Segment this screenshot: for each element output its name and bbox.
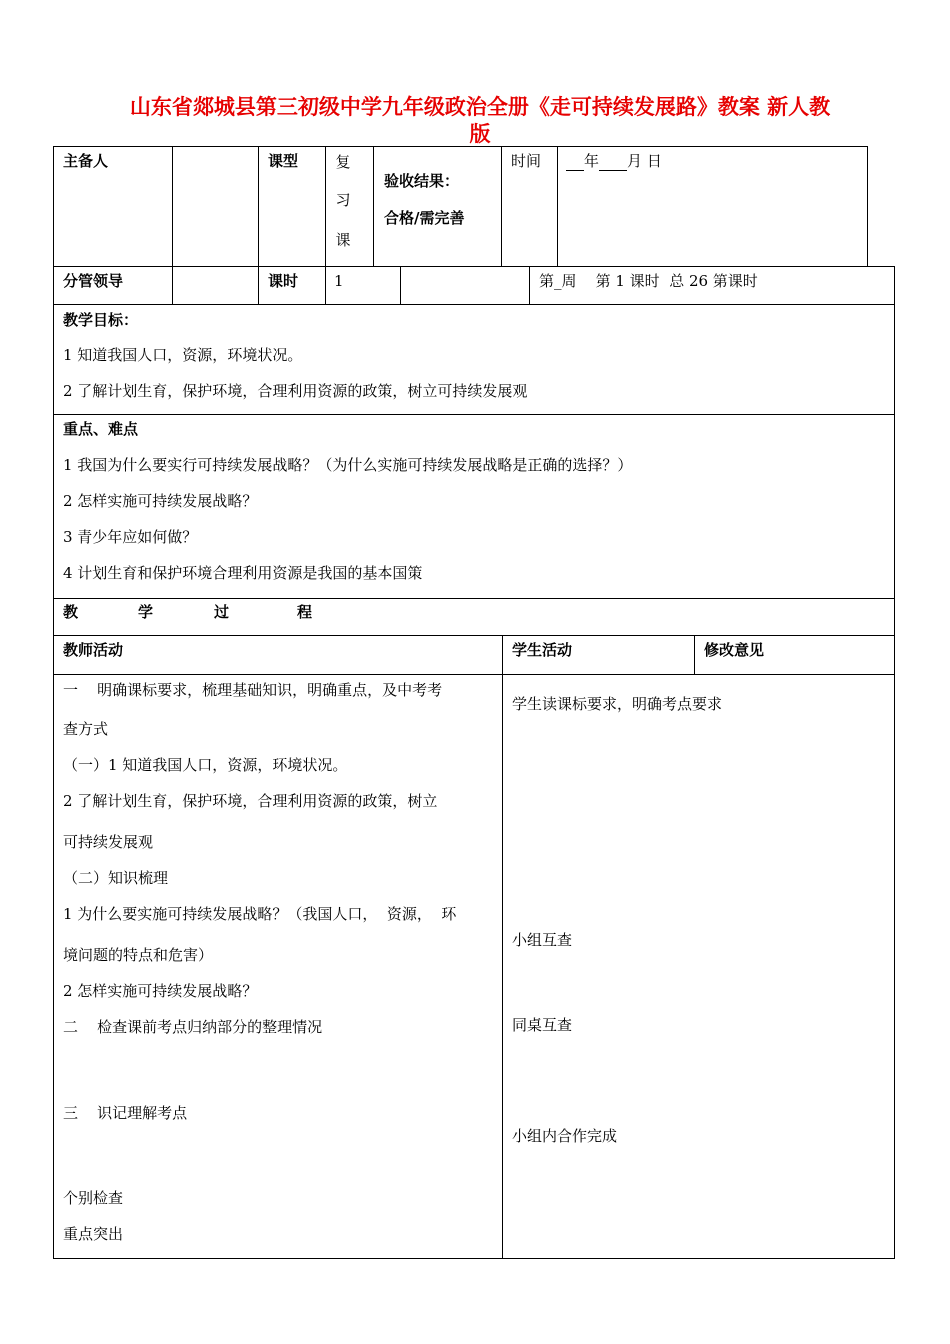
result-value: 合格/需完善 (384, 209, 465, 227)
year-label: 年 (584, 152, 600, 170)
goal-item: 1 知道我国人口，资源，环境状况。 (63, 346, 303, 364)
author-label: 主备人 (63, 152, 109, 170)
teacher-line: 个别检查 (63, 1189, 124, 1207)
hours-value: 1 (334, 272, 344, 290)
teacher-line: 可持续发展观 (63, 833, 154, 851)
keypoint-item: 4 计划生育和保护环境合理利用资源是我国的基本国策 (63, 564, 423, 582)
keypoint-item: 2 怎样实施可持续发展战略？ (63, 492, 258, 510)
keypoint-item: 1 我国为什么要实行可持续发展战略？（为什么实施可持续发展战略是正确的选择？） (63, 456, 633, 474)
process-heading-char: 学 (138, 603, 154, 621)
teacher-line: 查方式 (63, 720, 109, 738)
year-blank (566, 156, 584, 171)
lesson-type-label: 课型 (268, 152, 299, 170)
teacher-line: 1 为什么要实施可持续发展战略？（我国人口， 资源， 环 (63, 905, 457, 923)
teacher-line: （二）知识梳理 (63, 869, 169, 887)
lesson-type-char-1: 复 (335, 153, 351, 171)
day-label: 日 (646, 152, 662, 170)
header-row-2 (53, 266, 895, 305)
teacher-line: 境问题的特点和危害） (63, 946, 214, 964)
title-line-2: 版 (469, 122, 491, 146)
teacher-line: 2 怎样实施可持续发展战略？ (63, 982, 258, 1000)
month-label: 月 (627, 152, 643, 170)
process-heading-row (53, 598, 895, 636)
process-heading-char: 程 (297, 603, 313, 621)
month-blank (599, 156, 627, 171)
keypoint-item: 3 青少年应如何做？ (63, 528, 198, 546)
teacher-line: 2 了解计划生育，保护环境，合理利用资源的政策，树立 (63, 792, 438, 810)
result-label: 验收结果： (384, 172, 460, 190)
lesson-type-char-3: 课 (335, 231, 351, 249)
student-activity-header: 学生活动 (512, 641, 573, 659)
student-line: 同桌互查 (512, 1016, 573, 1034)
student-line: 小组内合作完成 (512, 1127, 618, 1145)
teacher-activity-header: 教师活动 (63, 641, 124, 659)
teacher-line: 三 识记理解考点 (63, 1104, 188, 1122)
student-line: 学生读课标要求，明确考点要求 (512, 695, 723, 713)
time-field (566, 151, 662, 171)
lesson-type-char-2: 习 (335, 191, 351, 209)
teacher-line: 重点突出 (63, 1225, 124, 1243)
goals-heading: 教学目标： (63, 311, 139, 329)
process-heading-char: 过 (214, 603, 230, 621)
document-title (60, 94, 900, 148)
time-label: 时间 (511, 152, 542, 170)
header-row-1 (53, 146, 868, 267)
teacher-line: 一 明确课标要求，梳理基础知识，明确重点，及中考考 (63, 681, 443, 699)
hours-label: 课时 (268, 272, 299, 290)
schedule-text: 第_周 第 1 课时 总 26 第课时 (539, 272, 758, 290)
teacher-line: （一）1 知道我国人口，资源，环境状况。 (63, 756, 348, 774)
revision-notes-header: 修改意见 (704, 641, 765, 659)
title-line-1: 山东省郯城县第三初级中学九年级政治全册《走可持续发展路》教案 新人教 (129, 95, 831, 119)
process-heading-char: 教 (63, 603, 79, 621)
goal-item: 2 了解计划生育，保护环境，合理利用资源的政策，树立可持续发展观 (63, 382, 528, 400)
student-line: 小组互查 (512, 931, 573, 949)
leader-label: 分管领导 (63, 272, 124, 290)
keypoints-heading: 重点、难点 (63, 420, 139, 438)
teacher-line: 二 检查课前考点归纳部分的整理情况 (63, 1018, 323, 1036)
process-columns-header (53, 635, 895, 675)
